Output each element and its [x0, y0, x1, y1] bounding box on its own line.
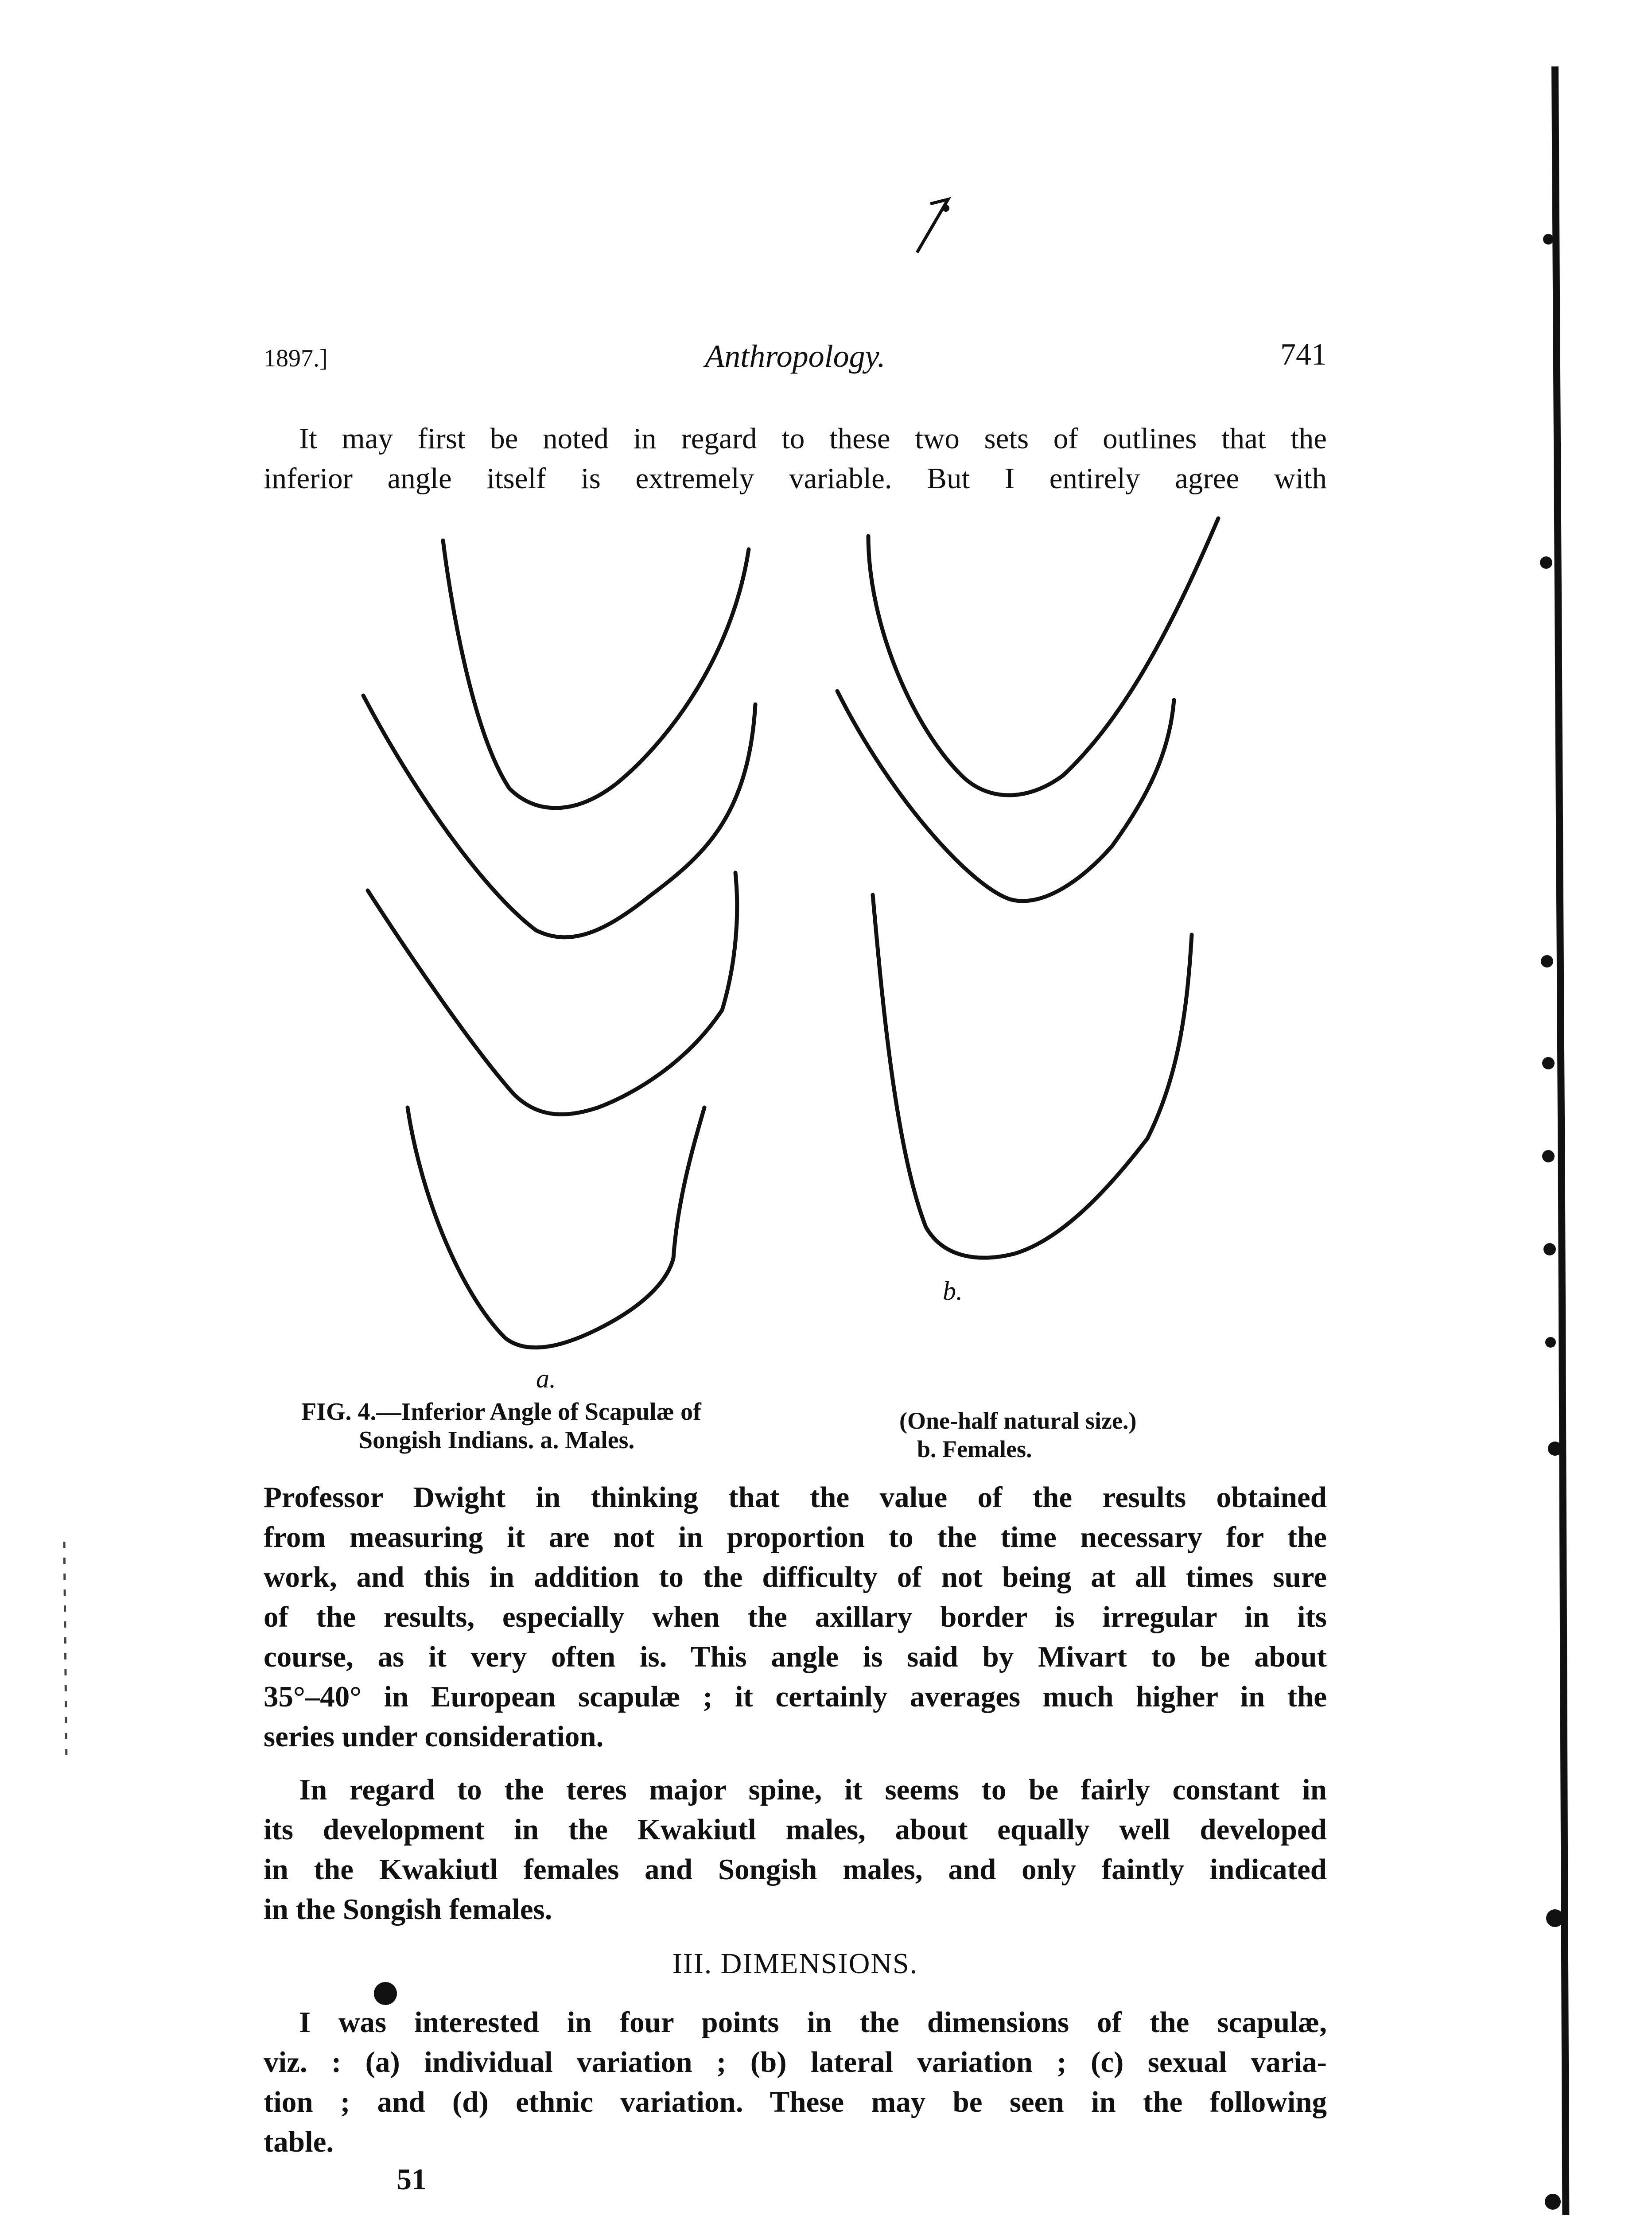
text-line: work, and this in addition to the difficulty of not being at all times sure: [264, 1561, 1327, 1593]
signature-number: 51: [396, 2162, 427, 2196]
header-year: 1897.]: [264, 345, 328, 372]
binding-edge-line: [1555, 66, 1566, 2215]
pencil-mark: [917, 199, 948, 253]
text-line: series under consideration.: [264, 1720, 604, 1753]
text-line: in the Kwakiutl females and Songish males, and only faintly indicated: [264, 1853, 1327, 1886]
margin-dash-line: [64, 1542, 66, 1763]
caption-line: FIG. 4.—Inferior Angle of Scapulæ of: [301, 1398, 701, 1426]
header-title: Anthropology.: [705, 338, 886, 374]
caption-line: (One-half natural size.): [899, 1407, 1137, 1434]
figure-label-b: b.: [943, 1276, 963, 1306]
text-line: It may first be noted in regard to these two sets of outlines that the: [299, 422, 1327, 455]
speckle-group: [374, 205, 1564, 2210]
caption-line: b. Females.: [917, 1436, 1032, 1462]
text-line: from measuring it are not in proportion to the time necessary for the: [264, 1521, 1327, 1554]
text-line: 35°–40° in European scapulæ ; it certainly averages much higher in the: [264, 1680, 1327, 1713]
text-line: of the results, especially when the axillary border is irregular in its: [264, 1601, 1327, 1633]
text-line: Professor Dwight in thinking that the value of the results obtained: [264, 1481, 1327, 1514]
text-line: its development in the Kwakiutl males, about equally well developed: [264, 1813, 1327, 1846]
section-heading: III. DIMENSIONS.: [672, 1947, 918, 1980]
caption-line: Songish Indians. a. Males.: [359, 1426, 635, 1454]
text-line: inferior angle itself is extremely variable. But I entirely agree with: [264, 462, 1327, 495]
text-line: in the Songish females.: [264, 1893, 552, 1926]
figure-label-a: a.: [536, 1364, 556, 1393]
text-line: course, as it very often is. This angle is said by Mivart to be about: [264, 1640, 1327, 1673]
text-line: I was interested in four points in the dimensions of the scapulæ,: [299, 2006, 1327, 2039]
text-line: In regard to the teres major spine, it seems to be fairly constant in: [299, 1773, 1327, 1806]
text-line: viz. : (a) individual variation ; (b) lateral variation ; (c) sexual varia-: [264, 2046, 1327, 2079]
text-line: table.: [264, 2126, 334, 2158]
page-number: 741: [1280, 338, 1327, 372]
text-line: tion ; and (d) ethnic variation. These may be seen in the following: [264, 2086, 1327, 2118]
